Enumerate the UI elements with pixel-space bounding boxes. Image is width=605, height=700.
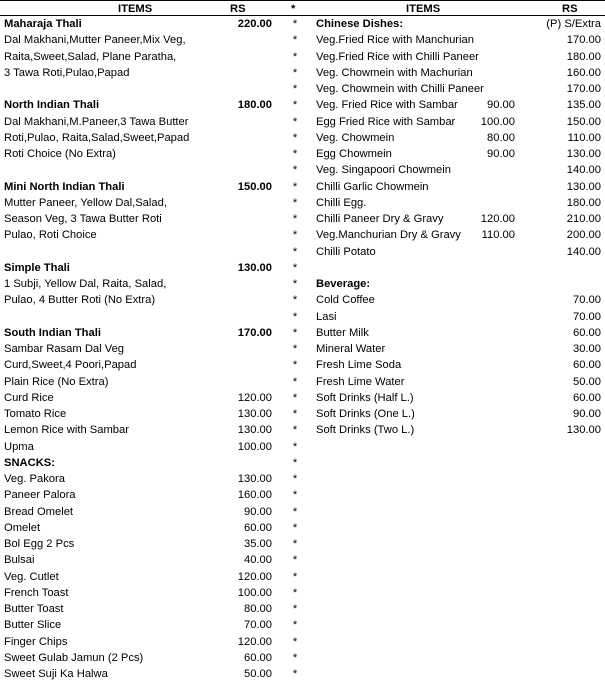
menu-item-row bbox=[0, 634, 290, 650]
menu-item-row bbox=[0, 666, 290, 682]
star-marker: * bbox=[292, 489, 298, 502]
item-name: Egg Chowmein bbox=[316, 148, 392, 160]
item-name: Upma bbox=[4, 440, 34, 453]
menu-item-row bbox=[0, 390, 290, 406]
menu-item-row bbox=[0, 650, 290, 666]
item-price: 220.00 bbox=[237, 18, 272, 30]
star-marker: * bbox=[292, 521, 298, 534]
item-name: South Indian Thali bbox=[4, 326, 101, 339]
item-name: Mutter Paneer, Yellow Dal,Salad, bbox=[4, 196, 167, 209]
item-name: Paneer Palora bbox=[4, 489, 76, 502]
item-price: 170.00 bbox=[566, 83, 601, 95]
item-price: 60.00 bbox=[244, 521, 272, 534]
menu-item-row bbox=[0, 162, 290, 178]
item-name: Lasi bbox=[316, 310, 337, 323]
menu-item-row bbox=[0, 536, 290, 552]
item-name: Mineral Water bbox=[316, 343, 386, 355]
item-price: 80.00 bbox=[244, 603, 272, 615]
menu-item-row bbox=[312, 260, 605, 276]
item-price: 70.00 bbox=[244, 619, 272, 632]
menu-item-row bbox=[0, 552, 290, 568]
item-name: Bol Egg 2 Pcs bbox=[4, 538, 75, 550]
item-price: 70.00 bbox=[573, 310, 601, 323]
menu-item-row bbox=[0, 471, 290, 487]
star-marker: * bbox=[292, 310, 298, 323]
menu-item-row bbox=[0, 32, 290, 48]
item-price: 70.00 bbox=[573, 294, 601, 307]
item-price: 130.00 bbox=[566, 424, 601, 437]
star-marker: * bbox=[292, 651, 298, 664]
menu-item-row bbox=[0, 146, 290, 162]
star-separator-column bbox=[289, 16, 301, 682]
item-price: 40.00 bbox=[244, 554, 272, 567]
item-name: SNACKS: bbox=[4, 456, 55, 469]
item-name: Pulao, Roti Choice bbox=[4, 229, 97, 242]
item-price: 60.00 bbox=[244, 651, 272, 664]
item-name: Sweet Gulab Jamun (2 Pcs) bbox=[4, 651, 144, 664]
star-marker: * bbox=[292, 603, 298, 615]
item-price: 200.00 bbox=[566, 229, 601, 242]
item-price: 110.00 bbox=[567, 131, 601, 144]
star-marker: * bbox=[292, 505, 298, 518]
item-name: Butter Toast bbox=[4, 603, 64, 615]
item-name: Dal Makhani,Mutter Paneer,Mix Veg, bbox=[4, 34, 186, 47]
star-marker: * bbox=[292, 294, 298, 307]
star-marker: * bbox=[292, 164, 298, 177]
menu-item-row bbox=[0, 114, 290, 130]
star-marker: * bbox=[292, 586, 298, 599]
star-marker: * bbox=[292, 635, 298, 648]
item-name: Egg Fried Rice with Sambar bbox=[316, 115, 456, 128]
item-price: 150.00 bbox=[237, 180, 272, 193]
item-name: Omelet bbox=[4, 521, 41, 534]
item-name: Maharaja Thali bbox=[4, 18, 82, 30]
item-price: 130.00 bbox=[237, 473, 272, 485]
item-name: Veg.Fried Rice with Manchurian bbox=[316, 34, 474, 47]
item-name: Veg. Singapoori Chowmein bbox=[316, 164, 451, 177]
menu-item-row bbox=[312, 65, 605, 81]
item-price: 210.00 bbox=[566, 213, 601, 225]
item-name: Plain Rice (No Extra) bbox=[4, 375, 109, 388]
menu-section-title bbox=[0, 325, 290, 341]
item-price: 50.00 bbox=[573, 375, 601, 388]
menu-item-row bbox=[312, 244, 605, 260]
menu-item-row bbox=[0, 276, 290, 292]
item-price: 100.00 bbox=[237, 586, 272, 599]
star-marker: * bbox=[292, 34, 298, 47]
star-marker: * bbox=[292, 391, 298, 404]
item-name: Curd Rice bbox=[4, 391, 54, 404]
item-price: 180.00 bbox=[566, 196, 601, 209]
right-rs-header: RS bbox=[562, 3, 578, 15]
menu-item-row bbox=[312, 309, 605, 325]
item-price: 120.00 bbox=[237, 391, 272, 404]
item-price: 140.00 bbox=[566, 245, 601, 258]
item-name: Finger Chips bbox=[4, 635, 68, 648]
item-name: Bread Omelet bbox=[4, 505, 74, 518]
menu-item-row bbox=[312, 49, 605, 65]
item-price: 160.00 bbox=[237, 489, 272, 502]
star-marker: * bbox=[292, 261, 298, 274]
item-name: Lemon Rice with Sambar bbox=[4, 424, 129, 437]
item-price: 130.00 bbox=[237, 261, 272, 274]
star-marker: * bbox=[292, 115, 298, 128]
star-marker: * bbox=[292, 148, 298, 160]
item-name: Cold Coffee bbox=[316, 294, 375, 307]
menu-item-row bbox=[312, 114, 605, 130]
item-price: 140.00 bbox=[566, 164, 601, 177]
star-marker: * bbox=[292, 229, 298, 242]
item-name: Roti Choice (No Extra) bbox=[4, 148, 116, 160]
star-marker: * bbox=[292, 473, 298, 485]
item-price: 120.00 bbox=[237, 570, 272, 583]
item-price: 170.00 bbox=[566, 34, 601, 47]
item-price: 170.00 bbox=[237, 326, 272, 339]
item-name: Veg. Cutlet bbox=[4, 570, 59, 583]
item-price: 130.00 bbox=[237, 424, 272, 437]
item-name: Dal Makhani,M.Paneer,3 Tawa Butter bbox=[4, 115, 189, 128]
menu-item-row bbox=[312, 211, 605, 227]
menu-item-row bbox=[312, 195, 605, 211]
item-price: 100.00 bbox=[237, 440, 272, 453]
menu-item-row bbox=[0, 341, 290, 357]
star-marker: * bbox=[292, 343, 298, 355]
menu-item-row bbox=[312, 422, 605, 438]
star-marker: * bbox=[292, 554, 298, 567]
star-marker: * bbox=[292, 408, 298, 420]
menu-header bbox=[0, 0, 605, 16]
menu-item-row bbox=[312, 227, 605, 243]
star-marker: * bbox=[292, 359, 298, 372]
right-menu-column bbox=[312, 16, 605, 439]
item-name: Sambar Rasam Dal Veg bbox=[4, 343, 125, 355]
star-marker: * bbox=[292, 245, 298, 258]
item-name: Chilli Garlic Chowmein bbox=[316, 180, 429, 193]
item-price: 130.00 bbox=[566, 180, 601, 193]
menu-item-row bbox=[312, 81, 605, 97]
menu-item-row bbox=[312, 32, 605, 48]
left-menu-column bbox=[0, 16, 290, 682]
item-price: 180.00 bbox=[237, 99, 272, 112]
item-price: 135.00 bbox=[566, 99, 601, 112]
menu-section-title bbox=[0, 455, 290, 471]
item-name: Chilli Paneer Dry & Gravy bbox=[316, 213, 444, 225]
menu-item-row bbox=[312, 179, 605, 195]
star-marker: * bbox=[292, 326, 298, 339]
menu-section-title bbox=[0, 16, 290, 32]
star-marker: * bbox=[292, 424, 298, 437]
menu-item-row bbox=[0, 195, 290, 211]
item-name: Veg. Chowmein with Chilli Paneer bbox=[316, 83, 484, 95]
item-price: 160.00 bbox=[566, 66, 601, 79]
item-name: Simple Thali bbox=[4, 261, 70, 274]
menu-section-title bbox=[312, 16, 605, 32]
item-name: Veg. Chowmein bbox=[316, 131, 395, 144]
menu-item-row bbox=[0, 374, 290, 390]
item-name: Soft Drinks (Half L.) bbox=[316, 391, 414, 404]
menu-item-row bbox=[0, 244, 290, 260]
menu-item-row bbox=[0, 617, 290, 633]
item-price-plain: 90.00 bbox=[487, 148, 515, 160]
price-type-label: (P) S/Extra bbox=[546, 18, 601, 30]
item-name: Curd,Sweet,4 Poori,Papad bbox=[4, 359, 137, 372]
item-name: French Toast bbox=[4, 586, 69, 599]
item-name: Fresh Lime Soda bbox=[316, 359, 402, 372]
menu-item-row bbox=[0, 406, 290, 422]
item-name: Pulao, 4 Butter Roti (No Extra) bbox=[4, 294, 156, 307]
item-name: Veg.Manchurian Dry & Gravy bbox=[316, 229, 461, 242]
menu-item-row bbox=[312, 374, 605, 390]
menu-item-row bbox=[0, 81, 290, 97]
item-name: Mini North Indian Thali bbox=[4, 180, 125, 193]
item-name: Tomato Rice bbox=[4, 408, 67, 420]
menu-item-row bbox=[0, 49, 290, 65]
menu-item-row bbox=[0, 439, 290, 455]
menu-item-row bbox=[312, 406, 605, 422]
item-price: 130.00 bbox=[566, 148, 601, 160]
star-marker: * bbox=[292, 83, 298, 95]
item-price: 150.00 bbox=[566, 115, 601, 128]
star-marker: * bbox=[292, 278, 298, 290]
menu-item-row bbox=[312, 97, 605, 113]
item-price: 35.00 bbox=[244, 538, 272, 550]
menu-item-row bbox=[0, 422, 290, 438]
item-price-plain: 110.00 bbox=[481, 229, 515, 242]
item-price-plain: 120.00 bbox=[480, 213, 515, 225]
star-marker: * bbox=[292, 538, 298, 550]
star-marker: * bbox=[292, 196, 298, 209]
menu-item-row bbox=[0, 357, 290, 373]
menu-item-row bbox=[312, 341, 605, 357]
menu-item-row bbox=[0, 487, 290, 503]
item-name: Raita,Sweet,Salad, Plane Paratha, bbox=[4, 50, 177, 63]
menu-item-row bbox=[0, 504, 290, 520]
item-name: Soft Drinks (Two L.) bbox=[316, 424, 415, 437]
item-price: 60.00 bbox=[573, 326, 601, 339]
item-name: Veg. Pakora bbox=[4, 473, 65, 485]
item-price: 120.00 bbox=[237, 635, 272, 648]
item-price: 60.00 bbox=[573, 391, 601, 404]
item-name: Veg. Fried Rice with Sambar bbox=[316, 99, 458, 112]
item-price: 90.00 bbox=[573, 408, 601, 420]
menu-item-row bbox=[0, 569, 290, 585]
menu-item-row bbox=[312, 325, 605, 341]
item-price: 50.00 bbox=[244, 668, 272, 680]
menu-item-row bbox=[0, 292, 290, 308]
item-price-plain: 90.00 bbox=[487, 99, 515, 112]
star-marker: * bbox=[292, 66, 298, 79]
item-name: Veg.Fried Rice with Chilli Paneer bbox=[316, 50, 479, 63]
menu-item-row bbox=[312, 146, 605, 162]
menu-item-row bbox=[0, 130, 290, 146]
item-name: Chinese Dishes: bbox=[316, 18, 404, 30]
menu-item-row bbox=[0, 601, 290, 617]
left-rs-header: RS bbox=[230, 3, 246, 15]
menu-item-row bbox=[312, 162, 605, 178]
item-name: Chilli Potato bbox=[316, 245, 376, 258]
menu-item-row bbox=[0, 211, 290, 227]
menu-section-title bbox=[312, 276, 605, 292]
menu-item-row bbox=[0, 520, 290, 536]
star-marker: * bbox=[292, 50, 298, 63]
star-marker: * bbox=[292, 668, 298, 680]
star-marker: * bbox=[292, 619, 298, 632]
item-name: Sweet Suji Ka Halwa bbox=[4, 668, 108, 680]
menu-item-row bbox=[0, 227, 290, 243]
item-name: Beverage: bbox=[316, 278, 371, 290]
menu-item-row bbox=[0, 309, 290, 325]
star-marker: * bbox=[292, 213, 298, 225]
star-marker: * bbox=[292, 440, 298, 453]
item-price-plain: 80.00 bbox=[487, 131, 515, 144]
menu-item-row bbox=[312, 357, 605, 373]
menu-item-row bbox=[0, 65, 290, 81]
menu-section-title bbox=[0, 179, 290, 195]
menu-section-title bbox=[0, 97, 290, 113]
star-marker: * bbox=[292, 570, 298, 583]
item-price: 60.00 bbox=[573, 359, 601, 372]
item-name: Roti,Pulao, Raita,Salad,Sweet,Papad bbox=[4, 131, 190, 144]
item-name: Season Veg, 3 Tawa Butter Roti bbox=[4, 213, 162, 225]
menu-section-title bbox=[0, 260, 290, 276]
item-name: North Indian Thali bbox=[4, 99, 100, 112]
item-name: Bulsai bbox=[4, 554, 35, 567]
star-marker: * bbox=[292, 180, 298, 193]
right-items-header: ITEMS bbox=[406, 3, 441, 15]
item-name: 3 Tawa Roti,Pulao,Papad bbox=[4, 66, 130, 79]
star-marker: * bbox=[292, 456, 298, 469]
item-price: 180.00 bbox=[566, 50, 601, 63]
item-name: Fresh Lime Water bbox=[316, 375, 405, 388]
item-price: 90.00 bbox=[244, 505, 272, 518]
item-name: 1 Subji, Yellow Dal, Raita, Salad, bbox=[4, 278, 167, 290]
item-name: Butter Milk bbox=[316, 326, 369, 339]
menu-item-row bbox=[0, 585, 290, 601]
star-marker: * bbox=[292, 18, 298, 30]
header-star: * bbox=[291, 3, 296, 15]
item-name: Chilli Egg. bbox=[316, 196, 367, 209]
menu-item-row bbox=[312, 130, 605, 146]
item-name: Soft Drinks (One L.) bbox=[316, 408, 415, 420]
item-price: 30.00 bbox=[573, 343, 601, 355]
item-price-plain: 100.00 bbox=[480, 115, 515, 128]
star-marker: * bbox=[292, 131, 298, 144]
menu-item-row bbox=[312, 292, 605, 308]
menu-item-row bbox=[312, 390, 605, 406]
star-marker: * bbox=[292, 375, 298, 388]
star-marker: * bbox=[292, 99, 298, 112]
left-items-header: ITEMS bbox=[118, 3, 153, 15]
item-name: Veg. Chowmein with Machurian bbox=[316, 66, 473, 79]
item-name: Butter Slice bbox=[4, 619, 62, 632]
item-price: 130.00 bbox=[237, 408, 272, 420]
